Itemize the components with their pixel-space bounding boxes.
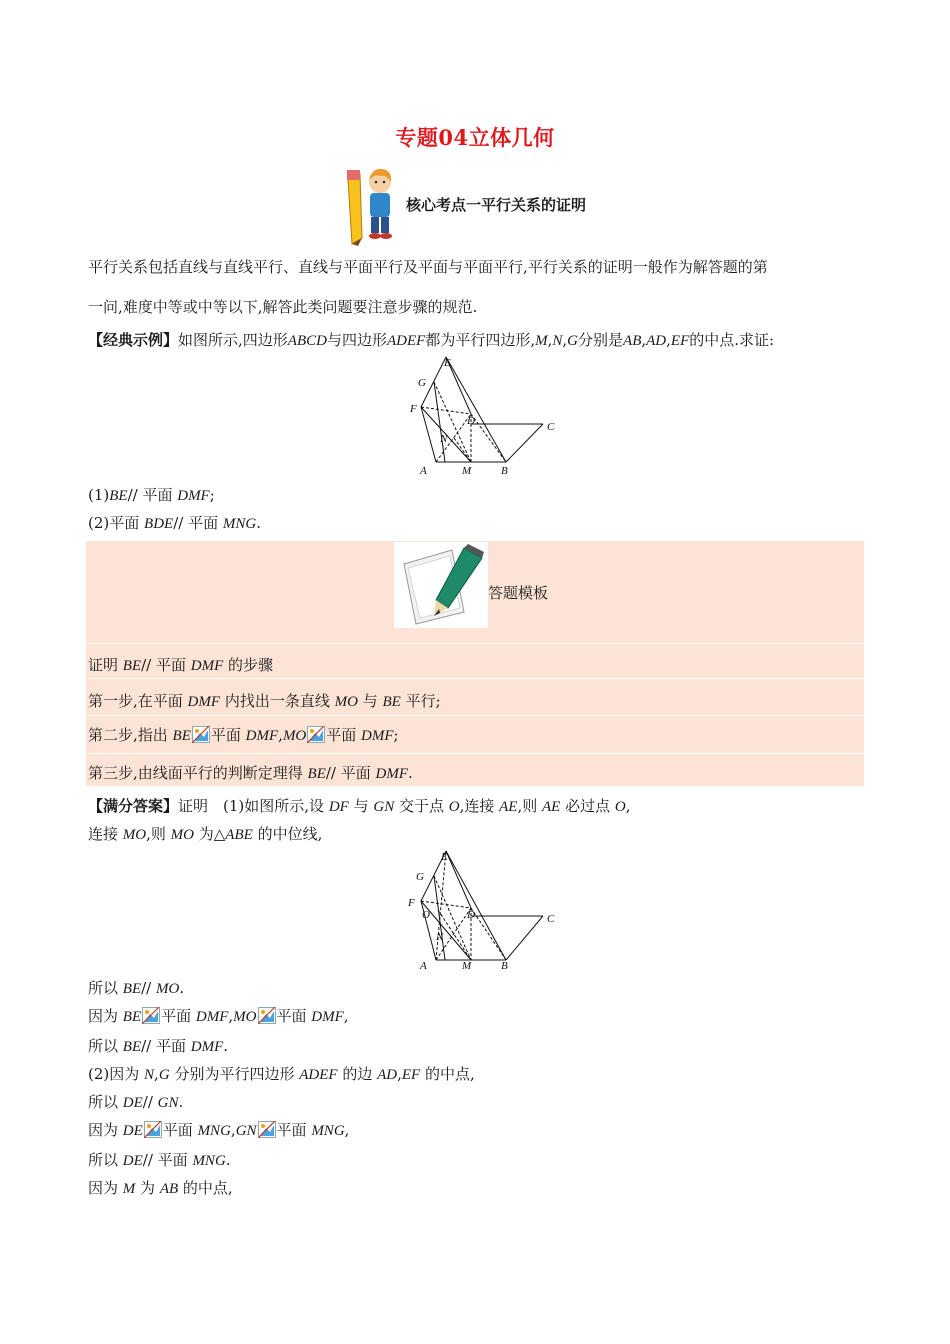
- math-var: N: [552, 333, 563, 349]
- text: 所以: [88, 1151, 123, 1169]
- divider: [86, 643, 864, 644]
- proof-line-8: [88, 1178, 233, 1199]
- label-N: N: [436, 931, 444, 943]
- text: // 平面: [141, 656, 191, 674]
- math-var: EF: [401, 1067, 421, 1083]
- label-C: C: [547, 421, 555, 433]
- text: .: [408, 764, 413, 782]
- text: 平面: [210, 726, 246, 744]
- math-var: AD: [377, 1067, 398, 1083]
- text: 所以: [88, 979, 123, 997]
- text: 必过点: [560, 797, 615, 815]
- divider: [86, 715, 864, 716]
- text: ,则: [146, 825, 171, 843]
- text: // 平面: [173, 514, 223, 532]
- proof-line-7: [88, 1150, 231, 1171]
- broken-image-icon: [307, 726, 325, 743]
- label-G: G: [418, 377, 426, 389]
- label-M: M: [462, 465, 472, 477]
- label-A: A: [420, 465, 427, 477]
- broken-image-icon: [144, 1121, 162, 1138]
- edge-FD: [421, 901, 471, 908]
- text: ,连接: [459, 797, 500, 815]
- math-var: O: [614, 799, 626, 815]
- proof-line-2: [88, 1006, 349, 1027]
- text: 平行;: [400, 692, 441, 710]
- math-var: MO: [282, 728, 307, 744]
- label-B: B: [501, 465, 508, 477]
- math-var: AB: [623, 333, 642, 349]
- text: ;: [209, 486, 215, 504]
- math-var: MO: [156, 981, 180, 997]
- edge-FD: [421, 407, 471, 414]
- label-M: M: [462, 960, 472, 972]
- text: //: [142, 1093, 158, 1111]
- edge-EB: [446, 357, 506, 462]
- text: ,: [344, 1121, 350, 1139]
- text: // 平面: [142, 1151, 193, 1169]
- proof-line-5: [88, 1092, 183, 1113]
- math-var: DMF: [375, 766, 409, 782]
- text: 因为: [88, 1007, 123, 1025]
- text: ,: [547, 331, 553, 349]
- math-var: DMF: [187, 694, 221, 710]
- math-var: DMF: [177, 488, 210, 504]
- math-var: DMF: [311, 1009, 344, 1025]
- label-O: O: [422, 909, 430, 921]
- math-var: O: [448, 799, 460, 815]
- text: // 平面: [141, 1037, 191, 1055]
- divider: [86, 678, 864, 679]
- text: 第二步,指出: [88, 726, 173, 744]
- math-var: AD: [646, 333, 667, 349]
- text: ,: [343, 1007, 349, 1025]
- section-heading-text: 核心考点一平行关系的证明: [406, 196, 587, 214]
- math-var: DE: [122, 1153, 143, 1169]
- math-var: BE: [122, 1009, 142, 1025]
- math-var: DE: [122, 1123, 143, 1139]
- text: 连接: [88, 825, 123, 843]
- text: 分别为平行四边形: [169, 1065, 300, 1083]
- text: .: [179, 979, 185, 997]
- text: 所以: [88, 1093, 123, 1111]
- label-G: G: [416, 871, 424, 883]
- answer-line-2: [88, 824, 322, 845]
- label-D: D: [467, 415, 475, 427]
- text: 第三步,由线面平行的判断定理得: [88, 764, 308, 782]
- math-var: BDE: [144, 516, 174, 532]
- text: 平面: [161, 1007, 196, 1025]
- math-var: MO: [122, 827, 147, 843]
- text: ,: [278, 726, 283, 744]
- text: ,: [228, 1007, 234, 1025]
- template-line-2: [88, 691, 441, 712]
- edge-NM: [454, 438, 471, 462]
- text: 平面: [276, 1007, 312, 1025]
- page-title: 专题04立体几何: [395, 125, 555, 150]
- edge-GN: [434, 382, 445, 462]
- template-line-4: [88, 763, 413, 784]
- text: 的中点,: [420, 1065, 475, 1083]
- label-A: A: [420, 960, 427, 972]
- text: 交于点: [394, 797, 449, 815]
- label-E: E: [444, 357, 451, 369]
- math-var: BE: [382, 694, 401, 710]
- math-var: GN: [235, 1123, 257, 1139]
- text: 分别是: [578, 331, 624, 349]
- answer-line-1: [88, 796, 631, 817]
- text: .: [256, 514, 261, 532]
- text: 所以: [88, 1037, 123, 1055]
- text: .: [178, 1093, 184, 1111]
- text: ,: [666, 331, 671, 349]
- math-var: ADEF: [299, 1067, 338, 1083]
- math-var: MO: [334, 694, 358, 710]
- math-var: DMF: [361, 728, 394, 744]
- label-F: F: [408, 897, 415, 909]
- math-var: DE: [122, 1095, 143, 1111]
- math-var: M: [122, 1181, 136, 1197]
- example-paragraph: [88, 330, 774, 351]
- question-1: [88, 485, 215, 506]
- text: ,则: [517, 797, 543, 815]
- math-var: M: [535, 333, 548, 349]
- answer-tag: 【满分答案】: [88, 797, 179, 815]
- text: // 平面: [127, 486, 178, 504]
- text: 为: [135, 1179, 160, 1197]
- broken-image-icon: [192, 726, 210, 743]
- text: 与: [357, 692, 383, 710]
- text: (1): [88, 486, 110, 504]
- broken-image-icon: [258, 1007, 276, 1024]
- label-F: F: [410, 403, 417, 415]
- intro-line-1: 平行关系包括直线与直线平行、直线与平面平行及平面与平面平行,平行关系的证明一般作为解答题的第: [88, 258, 768, 276]
- math-var: MNG: [192, 1153, 226, 1169]
- geometry-figure-2: [388, 848, 563, 972]
- math-var: N: [144, 1067, 155, 1083]
- math-var: AE: [542, 799, 561, 815]
- label-D: D: [467, 909, 475, 921]
- pencil-boy-icon: [340, 160, 402, 246]
- text: 因为: [88, 1121, 123, 1139]
- template-line-1: [88, 655, 273, 676]
- math-var: DMF: [190, 658, 224, 674]
- math-var: MNG: [311, 1123, 345, 1139]
- math-var: DMF: [190, 1039, 224, 1055]
- example-tag: 【经典示例】: [88, 331, 179, 349]
- math-var: BE: [122, 1039, 142, 1055]
- text: (2)平面: [88, 514, 145, 532]
- text: 与: [348, 797, 374, 815]
- math-var: MO: [233, 1009, 257, 1025]
- math-var: DMF: [245, 728, 279, 744]
- math-var: ABE: [225, 827, 253, 843]
- math-var: G: [567, 333, 579, 349]
- text: // 平面: [325, 764, 376, 782]
- text: ,: [154, 1065, 159, 1083]
- math-var: MNG: [197, 1123, 231, 1139]
- math-var: DMF: [195, 1009, 229, 1025]
- text: ,: [397, 1065, 402, 1083]
- math-var: ABCD: [287, 333, 327, 349]
- math-var: BE: [307, 766, 326, 782]
- math-var: BE: [172, 728, 191, 744]
- template-heading: [394, 542, 594, 628]
- text: 平面: [162, 1121, 198, 1139]
- proof-line-6: [88, 1120, 349, 1141]
- text: ,: [562, 331, 568, 349]
- geometry-figure-1: [388, 354, 563, 478]
- broken-image-icon: [142, 1007, 160, 1024]
- edge-DB: [471, 414, 506, 462]
- text: 如图所示,四边形: [178, 331, 288, 349]
- math-var: DF: [328, 799, 349, 815]
- label-B: B: [501, 960, 508, 972]
- text: 的中位线,: [252, 825, 323, 843]
- math-var: BE: [122, 981, 142, 997]
- text: 都为平行四边形,: [425, 331, 536, 349]
- text: (2)因为: [88, 1065, 145, 1083]
- text: 因为: [88, 1179, 123, 1197]
- question-2: [88, 513, 261, 534]
- text: .: [223, 1037, 229, 1055]
- text: ,: [641, 331, 647, 349]
- math-var: G: [158, 1067, 170, 1083]
- math-var: AB: [159, 1181, 179, 1197]
- edge-BC: [506, 424, 543, 462]
- text: 证明: [88, 656, 123, 674]
- text: ,: [230, 1121, 236, 1139]
- math-var: EF: [670, 333, 690, 349]
- math-var: GN: [157, 1095, 179, 1111]
- section-heading: [340, 160, 670, 246]
- math-var: AE: [499, 799, 518, 815]
- text: 的步骤: [223, 656, 274, 674]
- label-C: C: [547, 913, 555, 925]
- text: 证明 (1)如图所示,设: [178, 797, 329, 815]
- template-heading-text: 答题模板: [488, 584, 549, 602]
- text: 平面: [276, 1121, 312, 1139]
- text: 平面: [326, 726, 362, 744]
- edge-ED: [446, 851, 471, 908]
- text: 与四边形: [326, 331, 387, 349]
- text: 的中点.求证:: [689, 331, 775, 349]
- proof-line-3: [88, 1036, 228, 1057]
- text: ;: [393, 726, 399, 744]
- text: //: [141, 979, 156, 997]
- text: 为△: [193, 825, 226, 843]
- text: 的中点,: [178, 1179, 233, 1197]
- math-var: ADEF: [386, 333, 426, 349]
- proof-line-1: [88, 978, 184, 999]
- intro-line-2: 一问,难度中等或中等以下,解答此类问题要注意步骤的规范.: [88, 298, 478, 316]
- math-var: MO: [170, 827, 194, 843]
- edge-BC: [506, 916, 543, 960]
- math-var: GN: [373, 799, 395, 815]
- math-var: BE: [122, 658, 142, 674]
- text: 的边: [337, 1065, 378, 1083]
- pencil-paper-icon: [394, 542, 488, 628]
- label-N: N: [440, 433, 448, 445]
- edge-EB: [446, 851, 506, 960]
- text: .: [225, 1151, 231, 1169]
- template-line-3: [88, 725, 399, 746]
- label-E: E: [441, 851, 448, 863]
- math-var: BE: [109, 488, 128, 504]
- text: 第一步,在平面: [88, 692, 188, 710]
- math-var: MNG: [222, 516, 257, 532]
- text: ,: [625, 797, 631, 815]
- text: 内找出一条直线: [220, 692, 335, 710]
- proof-line-4: [88, 1064, 475, 1085]
- divider: [86, 753, 864, 754]
- broken-image-icon: [258, 1121, 276, 1138]
